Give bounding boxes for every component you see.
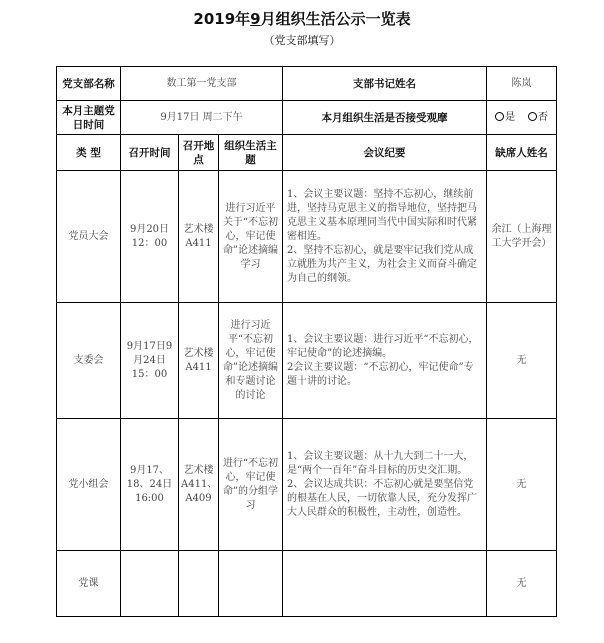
col-theme: 组织生活主题 xyxy=(219,135,283,171)
row-minutes xyxy=(283,303,487,419)
minutes-item: 1、会议主要议题：从十九大到二十一大，是“两个一百年”奋斗目标的历史交汇期。 xyxy=(287,450,474,476)
col-type: 类 型 xyxy=(57,135,121,171)
radio-no-icon[interactable] xyxy=(528,112,537,121)
minutes-item: 2、会议达成共识：不忘初心就是要坚信党的根基在人民，一切依靠人民，充分发挥广大人民群众的积极性，主动性，创造性。 xyxy=(287,478,477,518)
row-place: 艺术楼A411、A409 xyxy=(179,419,219,551)
title-rest: 月组织生活公示一览表 xyxy=(260,10,411,28)
row-type: 党课 xyxy=(57,551,121,617)
table-row xyxy=(57,419,557,551)
minutes-item: 1、会议主要议题：坚持不忘初心，继续前进，坚持马克思主义的指导地位，坚持把马克思主义基本原理同当代中国实际和时代紧密相连。 xyxy=(287,188,477,242)
branch-name-value: 数工第一党支部 xyxy=(121,67,283,101)
minutes-item: 2会议主要议题：“不忘初心，牢记使命”专题十讲的讨论。 xyxy=(287,361,474,387)
row-absent: 无 xyxy=(487,303,557,419)
option-no[interactable]: 否 xyxy=(528,112,548,123)
column-header-row xyxy=(57,135,557,171)
table-row xyxy=(57,303,557,419)
col-time: 召开时间 xyxy=(121,135,179,171)
col-place: 召开地点 xyxy=(179,135,219,171)
row-type: 支委会 xyxy=(57,303,121,419)
branch-name-label: 党支部名称 xyxy=(57,67,121,101)
secretary-label: 支部书记姓名 xyxy=(283,67,487,101)
title-year: 2019年 xyxy=(193,10,251,28)
minutes-item: 1、会议主要议题：进行习近平“不忘初心，牢记使命”的论述摘编。 xyxy=(287,333,479,359)
radio-yes-icon[interactable] xyxy=(495,112,504,121)
theme-day-label: 本月主题党日时间 xyxy=(57,101,121,135)
observe-label: 本月组织生活是否接受观摩 xyxy=(283,101,487,135)
theme-day-value: 9月17日 周二下午 xyxy=(121,101,283,135)
row-theme: 进行“不忘初心，牢记使命”的分组学习 xyxy=(219,419,283,551)
minutes-item: 2、坚持不忘初心，就是要牢记我们党从成立就胜为共产主义，为社会主义而奋斗确定为自己的纲领。 xyxy=(287,244,477,284)
page-title xyxy=(0,8,604,29)
row-absent: 余江（上海理工大学开会） xyxy=(487,171,557,303)
row-theme: 进行习近平关于“不忘初心，牢记使命”论述摘编学习 xyxy=(219,171,283,303)
title-month: 9 xyxy=(250,10,261,28)
activity-table xyxy=(56,66,557,617)
option-yes[interactable]: 是 xyxy=(495,112,515,123)
row-type: 党员大会 xyxy=(57,171,121,303)
row-type: 党小组会 xyxy=(57,419,121,551)
secretary-value: 陈岚 xyxy=(487,67,557,101)
page-subtitle: （党支部填写） xyxy=(263,34,341,47)
row-theme xyxy=(219,551,283,617)
row-place xyxy=(179,551,219,617)
table-row xyxy=(57,551,557,617)
row-time: 9月20日12：00 xyxy=(121,171,179,303)
col-minutes: 会议纪要 xyxy=(283,135,487,171)
observe-options xyxy=(487,101,557,135)
row-time: 9月17日9月24日15：00 xyxy=(121,303,179,419)
row-minutes xyxy=(283,419,487,551)
theme-day-row xyxy=(57,101,557,135)
row-theme: 进行习近平“不忘初心，牢记使命”论述摘编和专题讨论的讨论 xyxy=(219,303,283,419)
table-row xyxy=(57,171,557,303)
row-time: 9月17、18、24日16:00 xyxy=(121,419,179,551)
branch-name-row xyxy=(57,67,557,101)
row-minutes xyxy=(283,551,487,617)
row-absent: 无 xyxy=(487,419,557,551)
row-place: 艺术楼A411 xyxy=(179,303,219,419)
row-place: 艺术楼A411 xyxy=(179,171,219,303)
col-absent: 缺席人姓名 xyxy=(487,135,557,171)
row-absent: 无 xyxy=(487,551,557,617)
row-minutes xyxy=(283,171,487,303)
row-time xyxy=(121,551,179,617)
